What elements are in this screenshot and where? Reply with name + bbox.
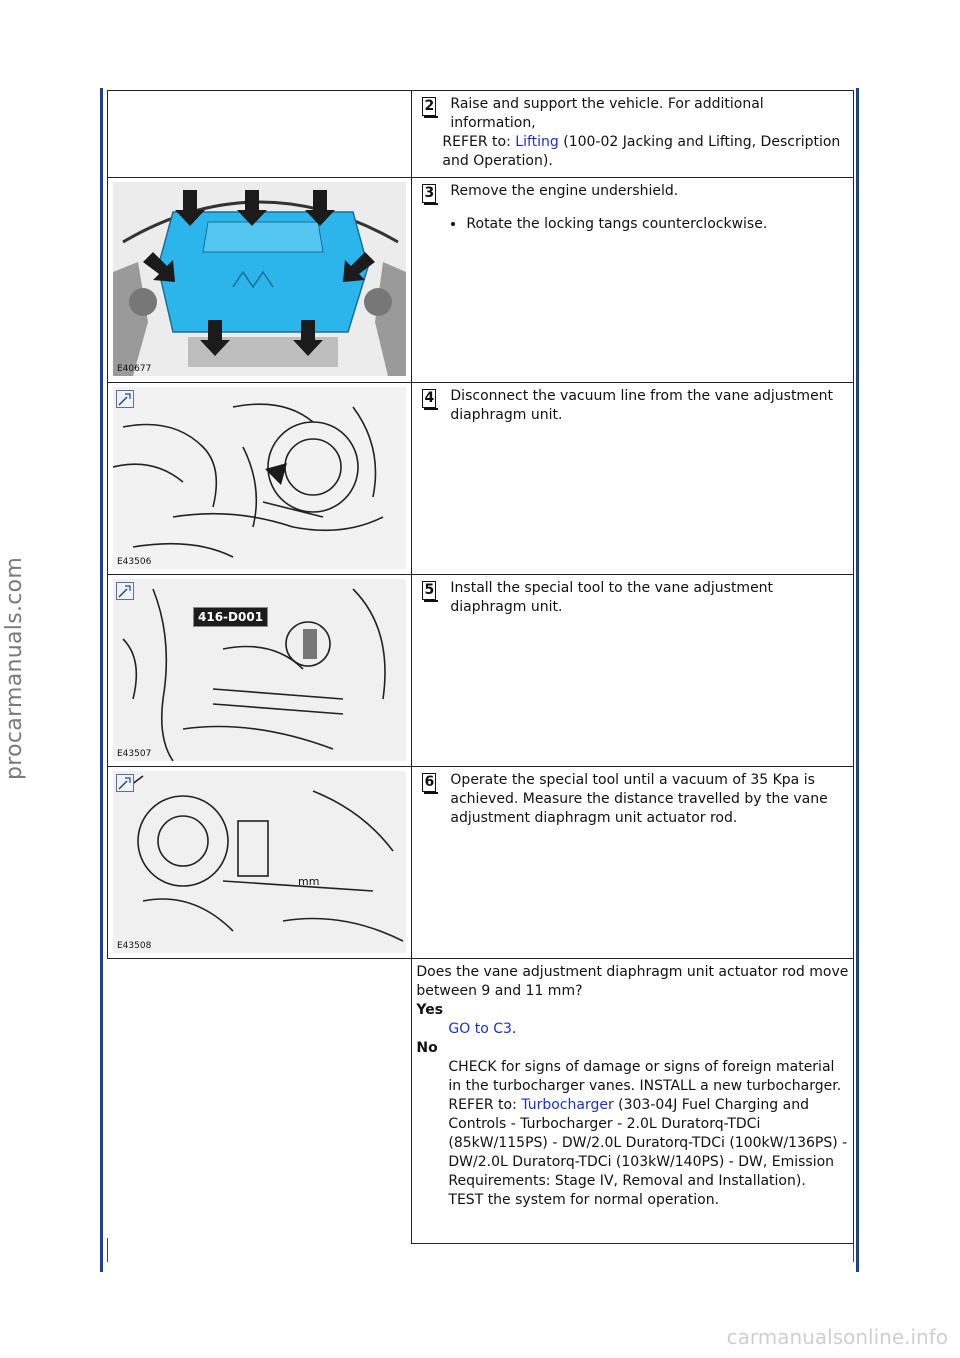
- step-text-cell: [412, 383, 854, 575]
- step-row-2: [108, 91, 854, 178]
- vacuum-line-drawing: [113, 387, 406, 569]
- image-id: E40677: [117, 364, 152, 374]
- yes-answer: [416, 1020, 849, 1039]
- mm-label: mm: [298, 875, 320, 888]
- step-instruction: Install the special tool to the vane adjustment diaphragm unit.: [450, 580, 774, 615]
- image-cell: [108, 575, 412, 767]
- step-row-4: [108, 383, 854, 575]
- step-text-cell: [412, 767, 854, 959]
- actuator-rod-drawing: [113, 771, 406, 953]
- step-row-6: [108, 767, 854, 959]
- step-instruction: Remove the engine undershield.: [450, 183, 679, 199]
- image-id: E43506: [117, 557, 152, 567]
- side-watermark: procarmanuals.com: [2, 556, 27, 780]
- step-number: 5: [422, 581, 436, 600]
- left-rule-thick: [100, 88, 103, 1272]
- step-instruction: Operate the special tool until a vacuum of 35 Kpa is achieved. Measure the distance travelled by the vane adjustment diaphragm unit actuator rod.: [450, 772, 828, 826]
- no-reference: [448, 1096, 849, 1191]
- vacuum-line-illustration: [113, 387, 406, 569]
- right-rule-thick: [856, 88, 859, 1272]
- step-row-5: [108, 575, 854, 767]
- bullet-item: • Rotate the locking tangs counterclockwise.: [466, 215, 847, 234]
- question-row: [108, 959, 854, 1244]
- undershield-illustration: [113, 182, 406, 376]
- step-instruction: Raise and support the vehicle. For additional information,: [450, 96, 764, 131]
- undershield-drawing: [113, 182, 406, 376]
- zoom-icon[interactable]: [116, 582, 134, 600]
- step-number: 6: [422, 773, 436, 792]
- special-tool-illustration: [113, 579, 406, 761]
- image-cell: [108, 383, 412, 575]
- test-instruction: TEST the system for normal operation.: [448, 1192, 720, 1208]
- step-number: 4: [422, 389, 436, 408]
- no-label: No: [416, 1040, 438, 1056]
- refer-suffix: (100-02 Jacking and Lifting, Description and Operation).: [442, 134, 841, 169]
- empty-image-cell: [108, 91, 412, 178]
- lifting-link[interactable]: Lifting: [515, 134, 559, 150]
- refer-prefix: REFER to:: [448, 1097, 522, 1113]
- actuator-rod-illustration: [113, 771, 406, 953]
- no-answer: [416, 1058, 849, 1210]
- zoom-icon[interactable]: [116, 774, 134, 792]
- step-row-3: [108, 178, 854, 383]
- image-id: E43507: [117, 749, 152, 759]
- no-instruction: CHECK for signs of damage or signs of foreign material in the turbocharger vanes. INSTALL a new turbocharger.: [448, 1059, 842, 1094]
- step-text-cell: [412, 178, 854, 383]
- step-instruction: Disconnect the vacuum line from the vane adjustment diaphragm unit.: [450, 388, 834, 423]
- refer-suffix: (303-04J Fuel Charging and Controls - Turbocharger - 2.0L Duratorq-TDCi (85kW/115PS) - DW/2.0L Duratorq-TDCi (100kW/136PS) - DW/2.0L Duratorq-TDCi (103kW/140PS) - DW, Emission Requirements: Stage IV, Removal and Installation).: [448, 1097, 848, 1189]
- empty-image-cell: [108, 959, 412, 1244]
- bottom-watermark: carmanualsonline.info: [726, 1325, 948, 1349]
- step-reference: [442, 133, 847, 171]
- step-number: 3: [422, 184, 436, 203]
- yes-label: Yes: [416, 1002, 444, 1018]
- zoom-icon[interactable]: [116, 390, 134, 408]
- tool-label: 416-D001: [193, 607, 268, 627]
- image-cell: [108, 767, 412, 959]
- step-text-cell: [412, 575, 854, 767]
- question-text: Does the vane adjustment diaphragm unit actuator rod move between 9 and 11 mm?: [416, 964, 849, 999]
- image-cell: [108, 178, 412, 383]
- bullet-list: [450, 215, 847, 234]
- refer-prefix: REFER to:: [442, 134, 516, 150]
- go-to-c3-link[interactable]: GO to C3: [448, 1021, 512, 1037]
- procedure-table: [107, 90, 854, 1244]
- question-cell: [412, 959, 854, 1244]
- step-text-cell: [412, 91, 854, 178]
- image-id: E43508: [117, 941, 152, 951]
- step-number: 2: [422, 97, 436, 116]
- turbocharger-link[interactable]: Turbocharger: [521, 1097, 614, 1113]
- yes-suffix: .: [511, 1021, 517, 1037]
